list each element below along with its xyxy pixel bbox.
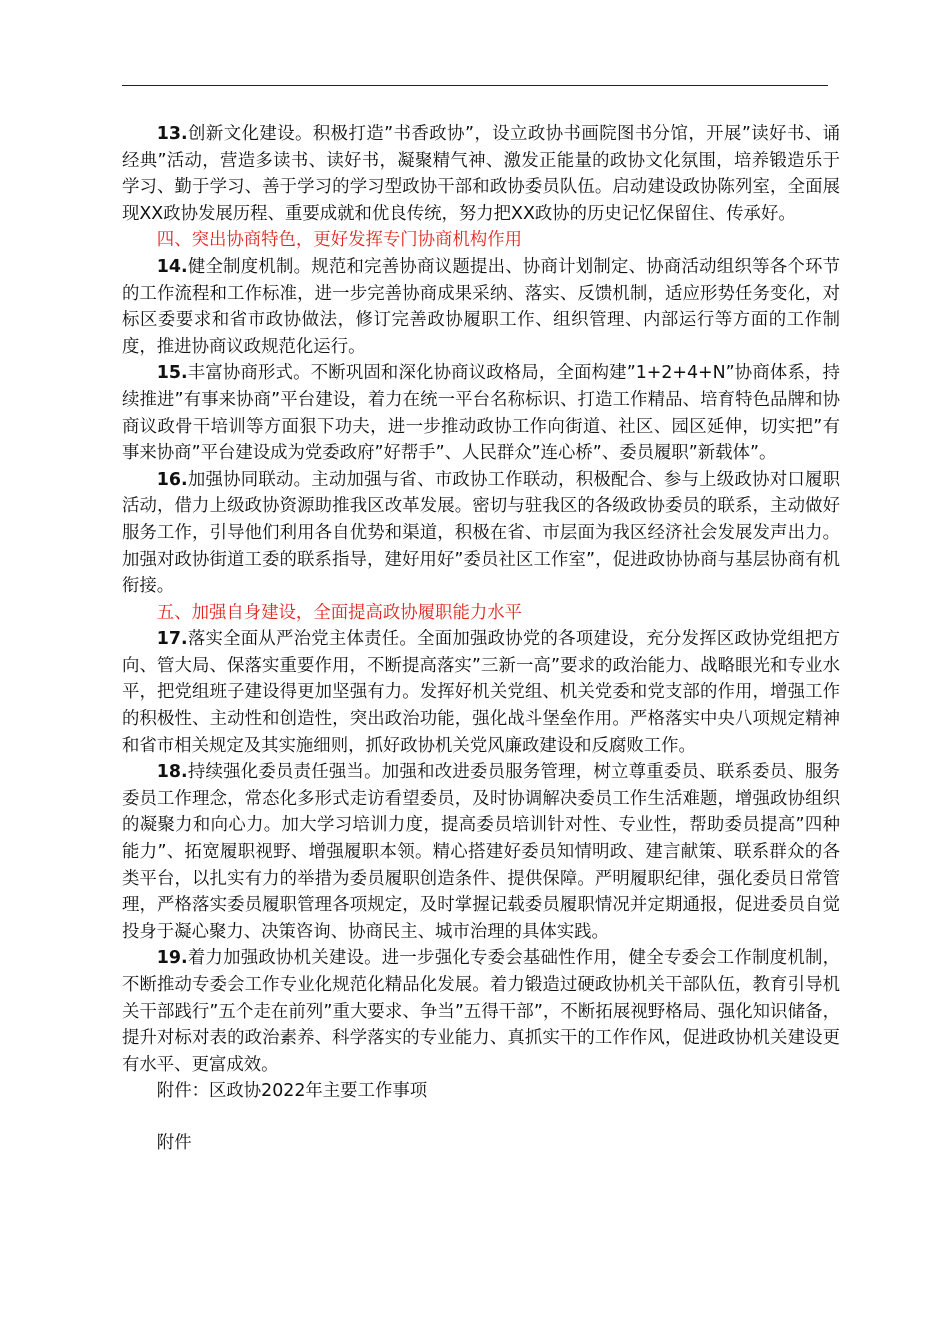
paragraph-item-15 xyxy=(122,360,840,466)
item-number: 18. xyxy=(156,762,188,783)
header-rule xyxy=(122,85,828,86)
item-number: 14. xyxy=(156,256,188,277)
item-number: 16. xyxy=(156,469,188,490)
paragraph-item-18 xyxy=(122,759,840,945)
paragraph-item-13 xyxy=(122,121,840,227)
item-text: 着力加强政协机关建设。进一步强化专委会基础性作用，健全专委会工作制度机制，不断推动专委会工作专业化规范化精品化发展。着力锻造过硬政协机关干部队伍，教育引导机关干部践行”五个走在前列”重大要求、争当”五得干部”，不断拓展视野格局、强化知识储备，提升对标对表的政治素养、科学落实的专业能力、真抓实干的工作作风，促进政协机关建设更有水平、更富成效。 xyxy=(122,948,840,1075)
item-text: 落实全面从严治党主体责任。全面加强政协党的各项建设，充分发挥区政协党组把方向、管大局、保落实重要作用，不断提高落实”三新一高”要求的政治能力、战略眼光和专业水平，把党组班子建设得更加坚强有力。发挥好机关党组、机关党委和党支部的作用，增强工作的积极性、主动性和创造性，突出政治功能，强化战斗堡垒作用。严格落实中央八项规定精神和省市相关规定及其实施细则，抓好政协机关党风廉政建设和反腐败工作。 xyxy=(122,629,840,756)
paragraph-item-17 xyxy=(122,626,840,759)
paragraph-item-14 xyxy=(122,254,840,360)
item-number: 13. xyxy=(156,124,188,144)
paragraph-item-19 xyxy=(122,945,840,1078)
item-text: 加强协同联动。主动加强与省、市政协工作联动，积极配合、参与上级政协对口履职活动，借力上级政协资源助推我区改革发展。密切与驻我区的各级政协委员的联系，主动做好服务工作，引导他们利用各自优势和渠道，积极在省、市层面为我区经济社会发展发声出力。加强对政协街道工委的联系指导，建好用好”委员社区工作室”，促进政协协商与基层协商有机衔接。 xyxy=(122,469,840,597)
document-body xyxy=(122,121,840,1157)
attachment-label: 附件 xyxy=(156,1132,192,1153)
section-heading-4: 四、突出协商特色，更好发挥专门协商机构作用 xyxy=(156,230,523,251)
item-text: 创新文化建设。积极打造”书香政协”，设立政协书画院图书分馆，开展”读好书、诵经典”活动，营造多读书、读好书，凝聚精气神、激发正能量的政协文化氛围，培养锻造乐于学习、勤于学习、善于学习的学习型政协干部和政协委员队伍。启动建设政协陈列室，全面展现XX政协发展历程、重要成就和优良传统，努力把XX政协的历史记忆保留住、传承好。 xyxy=(122,124,840,224)
attachment-line: 附件：区政协2022年主要工作事项 xyxy=(156,1081,428,1102)
item-number: 17. xyxy=(156,629,188,650)
section-heading-5: 五、加强自身建设，全面提高政协履职能力水平 xyxy=(156,602,523,623)
item-number: 19. xyxy=(156,948,188,969)
item-number: 15. xyxy=(156,363,188,384)
item-text: 健全制度机制。规范和完善协商议题提出、协商计划制定、协商活动组织等各个环节的工作流程和工作标准，进一步完善协商成果采纳、落实、反馈机制，适应形势任务变化，对标区委要求和省市政协做法，修订完善政协履职工作、组织管理、内部运行等方面的工作制度，推进协商议政规范化运行。 xyxy=(122,256,840,357)
paragraph-item-16 xyxy=(122,467,840,600)
item-text: 丰富协商形式。不断巩固和深化协商议政格局，全面构建”1+2+4+N”协商体系，持续推进”有事来协商”平台建设，着力在统一平台名称标识、打造工作精品、培育特色品牌和协商议政骨干培训等方面狠下功夫，进一步推动政协工作向街道、社区、园区延伸，切实把”有事来协商”平台建设成为党委政府”好帮手”、人民群众”连心桥”、委员履职”新载体”。 xyxy=(122,363,840,464)
item-text: 持续强化委员责任强当。加强和改进委员服务管理，树立尊重委员、联系委员、服务委员工作理念，常态化多形式走访看望委员，及时协调解决委员工作生活难题，增强政协组织的凝聚力和向心力。加大学习培训力度，提高委员培训针对性、专业性，帮助委员提高”四种能力”、拓宽履职视野、增强履职本领。精心搭建好委员知情明政、建言献策、联系群众的各类平台，以扎实有力的举措为委员履职创造条件、提供保障。严明履职纪律，强化委员日常管理，严格落实委员履职管理各项规定，及时掌握记载委员履职情况并定期通报，促进委员自觉投身于凝心聚力、决策咨询、协商民主、城市治理的具体实践。 xyxy=(122,762,840,942)
